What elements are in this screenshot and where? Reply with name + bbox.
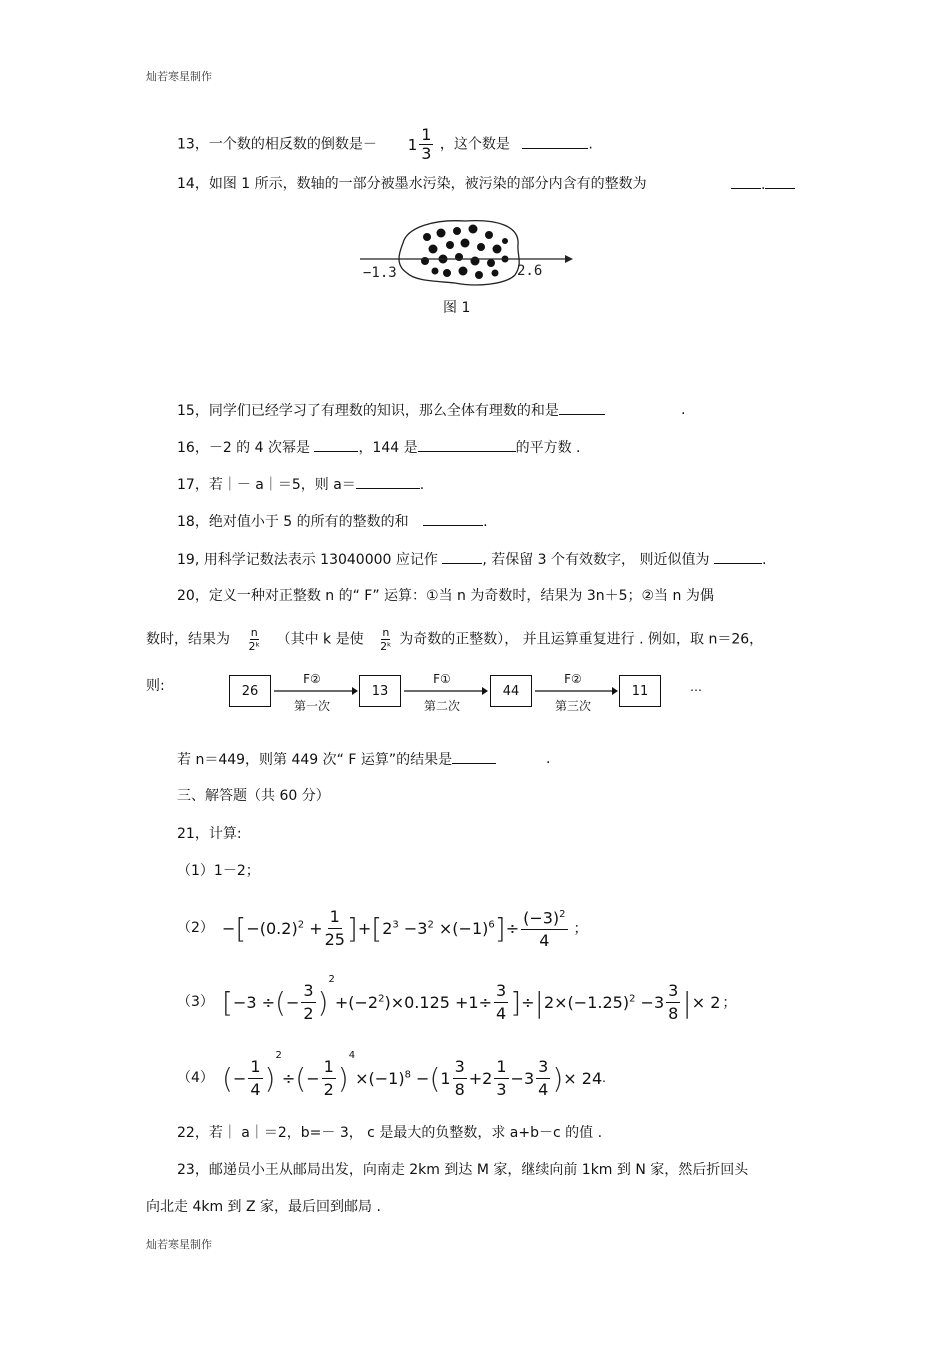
q20-text-a: 数时，结果为	[146, 631, 230, 648]
section-3-title: 三、解答题（共 60 分）	[177, 788, 330, 804]
q13-end: .	[588, 136, 593, 153]
page-header: 灿若寒星制作	[146, 70, 212, 83]
q16-text-c: 的平方数 .	[515, 440, 581, 456]
q20-frac1-den: 2ᵏ	[248, 640, 261, 653]
figure-caption: 图 1	[443, 300, 471, 316]
flow-op-2: F①	[433, 672, 451, 686]
frac-3-4b: 3 4	[538, 1056, 549, 1099]
q20-then: 则:	[146, 678, 165, 694]
q21-part-4-expression: ( − $\frac{1}{4}$ ) 2 ÷ ( − $\frac{1}{2}$ ) 4 $\times(-1)^8$ − ( 1 3 8 +2 1 3 −3 3 4 ) × 24 .	[222, 1050, 606, 1099]
flow-arrowhead-3	[612, 687, 618, 695]
ink-stain-number-line	[355, 215, 580, 290]
question-23-line1: 23，邮递员小王从邮局出发，向南走 2km 到达 M 家，继续向前 1km 到 N 家，然后折回头	[177, 1162, 749, 1178]
flow-arrowhead-2	[482, 687, 488, 695]
frac-3-4: $\frac{3}{4}$	[496, 980, 507, 1023]
q18-text: 18，绝对值小于 5 的所有的整数的和	[177, 514, 409, 530]
q13-numerator: 1	[421, 125, 432, 144]
frac-1-2: $\frac{1}{2}$	[323, 1056, 334, 1099]
flow-ellipsis: …	[690, 680, 702, 694]
question-20-line4	[177, 749, 496, 770]
flow-step-3: 第三次	[554, 699, 591, 713]
q21-part-4-label: （4）	[177, 1070, 214, 1086]
q19-answer-blank-2[interactable]	[714, 549, 762, 564]
question-18	[177, 511, 488, 532]
q20-fraction-1	[248, 626, 260, 653]
q20-end: .	[546, 751, 551, 767]
q20-text-d: 若 n＝449，则第 449 次“ F 运算”的结果是	[177, 752, 453, 768]
question-13	[177, 126, 593, 163]
frac-3-2: $\frac{3}{2}$	[303, 980, 314, 1023]
label-right: 2.6	[517, 263, 543, 279]
flow-arrowhead-1	[352, 687, 358, 695]
question-23-line2: 向北走 4km 到 Z 家，最后回到邮局 .	[146, 1199, 381, 1215]
frac-1-4: $\frac{1}{4}$	[250, 1056, 261, 1099]
flow-step-1: 第一次	[293, 699, 330, 713]
q21-part-3-expression: [ −3 ÷ ( − $\frac{3}{2}$ ) 2 $+(-2^2)\times 0.125 +1\div$ $\frac{3}{4}$ ] ÷ | $2\times(-1.25)^2 -3$ 3 8 | × 2 ；	[222, 974, 737, 1023]
q14-answer-blank-2[interactable]	[765, 174, 795, 189]
question-22: 22，若｜ a｜＝2，b=－ 3， c 是最大的负整数，求 a+b－c 的值 .	[177, 1125, 603, 1141]
q21-part-3-label: （3）	[177, 994, 214, 1010]
question-21-title: 21，计算:	[177, 826, 242, 842]
q20-frac1-num: n	[250, 626, 258, 639]
q13-fraction	[419, 126, 433, 163]
question-17	[177, 474, 424, 495]
flow-box-4: 11	[619, 675, 661, 707]
q19-end: .	[761, 552, 767, 568]
question-20-line1: 20，定义一种对正整数 n 的“ F” 运算：①当 n 为奇数时，结果为 3n＋5；②当 n 为偶	[177, 588, 714, 604]
q21-part-1: （1）1－2；	[177, 863, 260, 879]
q19-text-a: 19, 用科学记数法表示 13040000 应记作	[177, 552, 438, 568]
q13-answer-blank[interactable]	[522, 134, 588, 149]
q18-answer-blank[interactable]	[423, 511, 483, 526]
q16-answer-blank-2[interactable]	[418, 437, 516, 452]
q17-text: 17，若｜－ a｜＝5，则 a＝	[177, 477, 356, 493]
q20-frac2-den: 2ᵏ	[380, 640, 392, 653]
q20-answer-blank[interactable]	[452, 749, 496, 764]
figure-number-line	[355, 215, 580, 290]
q19-answer-blank-1[interactable]	[442, 549, 482, 564]
q14-text: 14，如图 1 所示，数轴的一部分被墨水污染，被污染的部分内含有的整数为	[177, 176, 647, 192]
frac-1-3: 1 3	[496, 1056, 507, 1099]
q13-whole: 1	[407, 135, 418, 154]
flow-step-2: 第二次	[423, 699, 460, 713]
flow-box-1: 26	[229, 675, 271, 707]
flow-box-3: 44	[490, 675, 532, 707]
frac-3-8: 3 8	[668, 980, 679, 1023]
q16-text-a: 16，－2 的 4 次幂是	[177, 440, 310, 456]
question-16	[177, 437, 581, 458]
q14-end: .	[761, 177, 766, 193]
q16-text-b: ，144 是	[358, 440, 418, 456]
q18-end: .	[483, 514, 488, 530]
page-footer: 灿若寒星制作	[146, 1238, 212, 1251]
q13-suffix: ，这个数是	[439, 136, 510, 153]
q16-answer-blank-1[interactable]	[314, 437, 358, 452]
q14-answer-blank[interactable]	[731, 174, 761, 189]
flow-box-2: 13	[359, 675, 401, 707]
question-20-line2	[146, 626, 763, 653]
q15-end: .	[681, 402, 686, 418]
q20-frac2-num: n	[382, 626, 390, 639]
q17-end: .	[419, 477, 425, 493]
question-19	[177, 549, 766, 570]
q15-answer-blank[interactable]	[559, 400, 605, 415]
q13-denominator: 3	[421, 144, 432, 163]
q20-text-b: （其中 k 是使	[276, 631, 364, 648]
flow-op-1: F②	[303, 672, 321, 686]
q13-text: 13，一个数的相反数的倒数是－	[177, 136, 377, 153]
q21-part-2-expression: − [ $-(0.2)^2$ + $\frac{1}{25}$ ] + [ $2^3 -3^2 \times(-1)^6$ ] ÷ $\frac{(-3)^2}{4}$ ；	[222, 900, 588, 956]
flow-op-3: F②	[564, 672, 582, 686]
frac-3-8b: 3 8	[454, 1056, 465, 1099]
q19-text-b: , 若保留 3 个有效数字， 则近似值为	[482, 552, 710, 568]
q20-fraction-2	[380, 626, 392, 653]
q13-mixed-number	[408, 126, 436, 163]
flow-arrows	[272, 686, 632, 696]
q15-text: 15，同学们已经学习了有理数的知识，那么全体有理数的和是	[177, 403, 559, 419]
question-14	[177, 174, 647, 194]
q20-text-c: 为奇数的正整数）， 并且运算重复进行 . 例如，取 n＝26，	[399, 631, 764, 648]
q21-part-2-label: （2）	[177, 920, 214, 936]
q14-answer	[731, 174, 795, 195]
q17-answer-blank[interactable]	[356, 474, 420, 489]
frac-neg3sq-4: $\frac{(-3)^2}{4}$	[521, 904, 567, 952]
label-left: −1.3	[363, 265, 397, 281]
frac-1-25: $\frac{1}{25}$	[324, 906, 345, 949]
question-15	[177, 400, 605, 421]
